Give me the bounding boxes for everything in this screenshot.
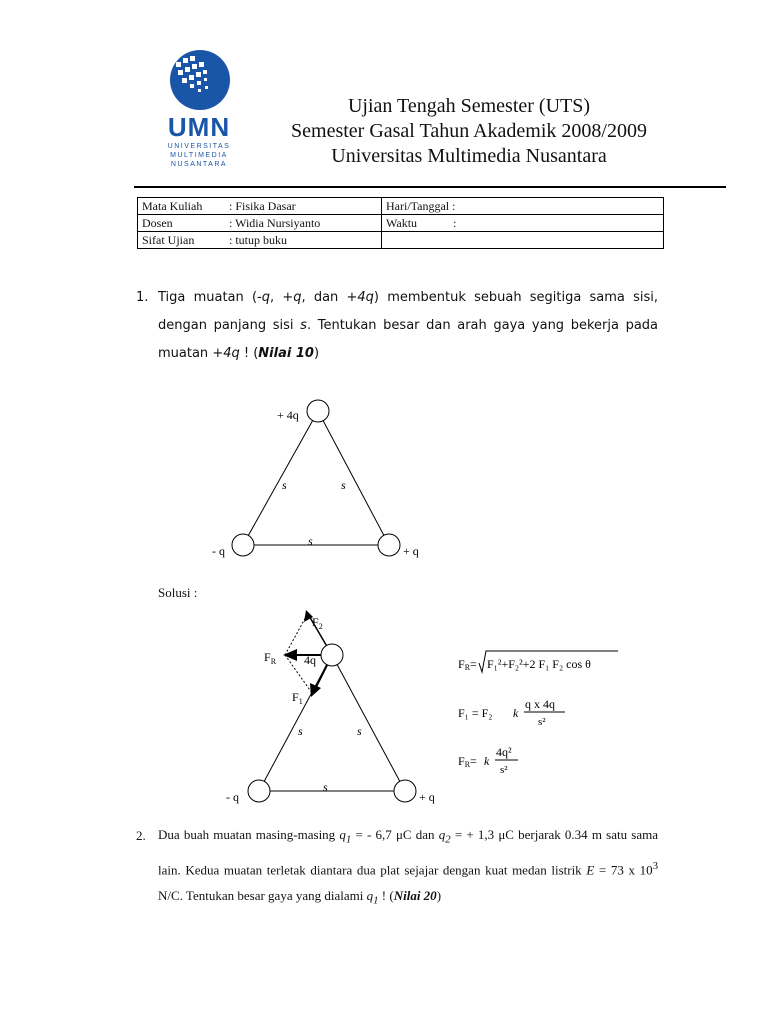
charge-left-circle bbox=[232, 534, 254, 556]
formula-3-den: s² bbox=[500, 764, 508, 776]
formula-2-k: k bbox=[513, 706, 519, 720]
label-side-bottom: s bbox=[308, 534, 313, 548]
label-fr: $F_R$ bbox=[264, 650, 277, 666]
question-2-text: Dua buah muatan masing-masing $q_1$ = - 6,7 μC dan $q_2$ = + 1,3 μC berjarak 0.34 m satu sama lain. Kedua muatan terletak diantara dua plat sejajar dengan kuat medan listrik E = 73 x $10^3$ N/C. Tentukan besar gaya yang dialami $q_1$ ! (Nilai 20) bbox=[158, 827, 658, 907]
solution-formulas bbox=[455, 645, 655, 785]
force-diagram bbox=[200, 605, 450, 810]
formula-3-num: 4q² bbox=[496, 745, 512, 759]
label-f1: $F_1$ bbox=[292, 690, 303, 706]
umn-logo-mark bbox=[168, 48, 232, 112]
label-right-charge: + q bbox=[419, 790, 435, 804]
label-side-left: s bbox=[298, 724, 303, 738]
table-row: Mata Kuliah : Fisika Dasar Hari/Tanggal : bbox=[138, 198, 664, 215]
formula-2-num: q x 4q bbox=[525, 697, 555, 711]
exam-info-table bbox=[137, 197, 664, 249]
formula-1-lhs: FR= bbox=[458, 657, 477, 672]
charge-top-circle bbox=[321, 644, 343, 666]
label-top-charge: + 4q bbox=[277, 408, 299, 422]
label-charge-4q: 4q bbox=[304, 653, 316, 667]
table-row: Sifat Ujian : tutup buku bbox=[138, 232, 664, 249]
formula-2-den: s² bbox=[538, 716, 546, 728]
label-f2: $F_2$ bbox=[312, 615, 323, 631]
charge-right-circle bbox=[378, 534, 400, 556]
formula-3-k: k bbox=[484, 754, 490, 768]
logo-subtitle: UNIVERSITAS MULTIMEDIA NUSANTARA bbox=[167, 143, 231, 168]
formula-1-rhs: F₁²+F₂²+2 F₁ F₂ cos θ bbox=[487, 657, 591, 671]
label-side-right: s bbox=[357, 724, 362, 738]
formula-2-lhs: F₁ = F₂ bbox=[458, 706, 493, 720]
header-divider bbox=[134, 186, 726, 188]
label-right-charge: + q bbox=[403, 544, 419, 558]
triangle-diagram bbox=[200, 395, 440, 570]
label-left-charge: - q bbox=[226, 790, 239, 804]
formula-3-lhs: FR= bbox=[458, 754, 477, 769]
charge-right-circle bbox=[394, 780, 416, 802]
solution-label: Solusi : bbox=[158, 585, 198, 600]
semester-title: Semester Gasal Tahun Akademik 2008/2009 bbox=[291, 120, 647, 142]
question-1-text: Tiga muatan (-q, +q, dan +4q) membentuk sebuah segitiga sama sisi, dengan panjang sisi s. Tentukan besar dan arah gaya yang bekerja pada muatan +4q ! (Nilai 10) bbox=[158, 290, 659, 361]
label-side-left: s bbox=[282, 478, 287, 492]
university-title: Universitas Multimedia Nusantara bbox=[331, 145, 607, 167]
logo-wordmark: UMN bbox=[167, 112, 231, 142]
label-left-charge: - q bbox=[212, 544, 225, 558]
charge-left-circle bbox=[248, 780, 270, 802]
exam-title: Ujian Tengah Semester (UTS) bbox=[347, 95, 591, 117]
table-row: Dosen : Widia Nursiyanto Waktu : bbox=[138, 215, 664, 232]
question-2-number: 2. bbox=[136, 828, 146, 843]
label-side-right: s bbox=[341, 478, 346, 492]
charge-top-circle bbox=[307, 400, 329, 422]
question-1-number: 1. bbox=[136, 290, 149, 305]
label-side-bottom: s bbox=[323, 780, 328, 794]
